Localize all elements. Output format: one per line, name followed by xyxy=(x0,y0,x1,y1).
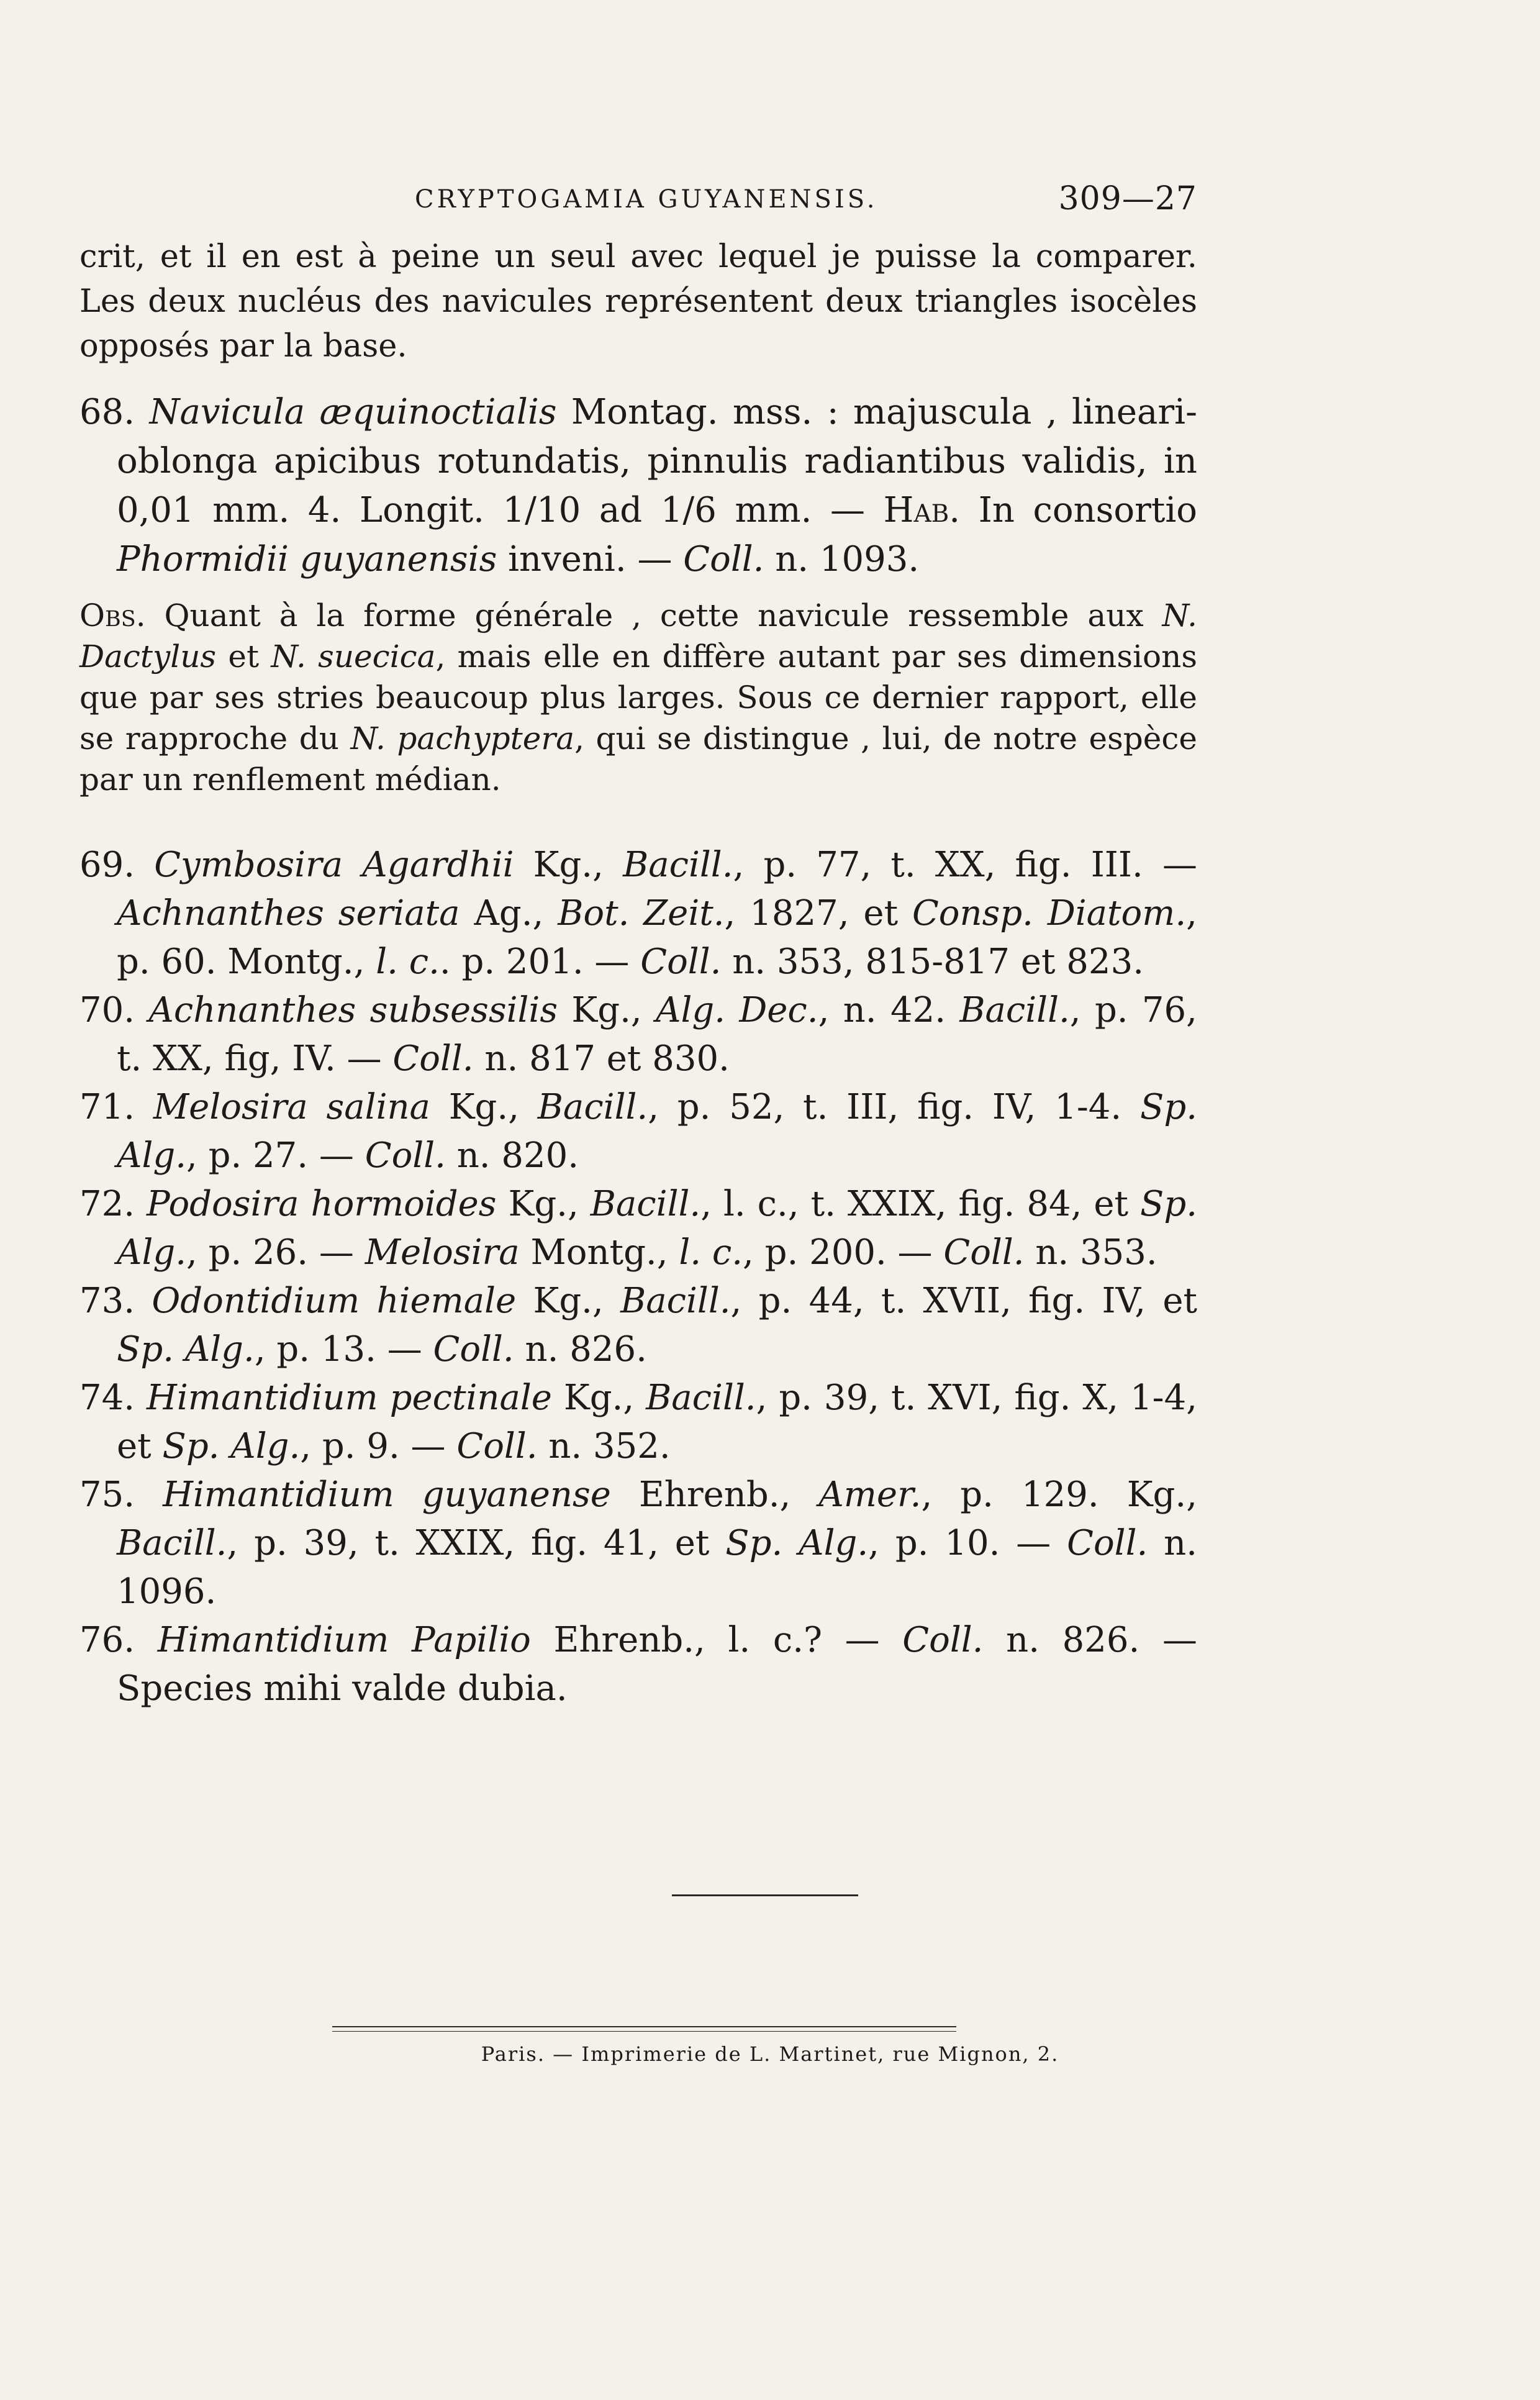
entry-75: 75. Himantidium guyanense Ehrenb., Amer., p. 129. Kg., Bacill., p. 39, t. XXIX, fig. 41, et Sp. Alg., p. 10. — Coll. n. 1096. xyxy=(79,1475,1198,1612)
intro-text: crit, et il en est à peine un seul avec lequel je puisse la comparer. Les deux nucléus des navicules représentent deux triangles isocèles opposés par la base. xyxy=(79,239,1197,365)
entry-69: 69. Cymbosira Agardhii Kg., Bacill., p. 77, t. XX, fig. III. — Achnanthes seriata Ag., Bot. Zeit., 1827, et Consp. Diatom., p. 60. Montg., l. c.. p. 201. — Coll. n. 353, 815-817 et 823. xyxy=(79,845,1197,982)
coll-label: Coll. xyxy=(683,539,764,580)
entry-number: 68. xyxy=(79,392,135,432)
entry-68-text: 68. Navicula æquinoctialis Montag. mss. : majuscula , lineari-oblonga apicibus rotundatis, pinnulis radiantibus validis, in 0,01 mm. 4. Longit. 1/10 ad 1/6 mm. — Hab. In consortio Phormidii guyanensis inveni. — Coll. n. 1093. xyxy=(79,392,1197,580)
species-name: Phormidii guyanensis xyxy=(117,539,497,580)
hab-label: Hab. xyxy=(883,490,961,530)
entry-72: 72. Podosira hormoides Kg., Bacill., l. c., t. XXIX, fig. 84, et Sp. Alg., p. 26. — Melosira Montg., l. c., p. 200. — Coll. n. 353. xyxy=(79,1184,1197,1273)
footer-rule-bottom xyxy=(332,2031,956,2032)
entry-76: 76. Himantidium Papilio Ehrenb., l. c.? — Coll. n. 826. — Species mihi valde dubia. xyxy=(79,1620,1197,1709)
running-head xyxy=(79,180,1197,224)
observation-text: Obs. Quant à la forme générale , cette navicule ressemble aux N. Dactylus et N. suecica, mais elle en diffère autant par ses dimensions que par ses stries beaucoup plus larges. Sous ce dernier rapport, elle se rapproche du N. pachyptera, qui se distingue , lui, de notre espèce par un renflement médian. xyxy=(79,598,1197,798)
obs-label: Obs. xyxy=(79,598,146,634)
observation-paragraph xyxy=(79,595,1197,800)
intro-paragraph xyxy=(79,235,1197,369)
page-number: 309—27 xyxy=(1058,180,1197,217)
entry-74: 74. Himantidium pectinale Kg., Bacill., p. 39, t. XVI, fig. X, 1-4, et Sp. Alg., p. 9. — Coll. n. 352. xyxy=(79,1378,1197,1466)
species-list xyxy=(79,841,1197,1713)
entry-70: 70. Achnanthes subsessilis Kg., Alg. Dec., n. 42. Bacill., p. 76, t. XX, fig, IV. — Coll. n. 817 et 830. xyxy=(79,990,1197,1079)
end-rule xyxy=(672,1894,858,1896)
entry-73: 73. Odontidium hiemale Kg., Bacill., p. 44, t. XVII, fig. IV, et Sp. Alg., p. 13. — Coll. n. 826. xyxy=(79,1281,1197,1370)
printer-imprint: Paris. — Imprimerie de L. Martinet, rue Mignon, 2. xyxy=(481,2042,1059,2066)
footer-rule-top xyxy=(332,2026,956,2027)
running-title: CRYPTOGAMIA GUYANENSIS. xyxy=(415,185,878,214)
species-name: Navicula æquinoctialis xyxy=(149,392,557,432)
entry-71: 71. Melosira salina Kg., Bacill., p. 52, t. III, fig. IV, 1-4. Sp. Alg., p. 27. — Coll. n. 820. xyxy=(79,1087,1197,1176)
entry-68 xyxy=(79,388,1197,584)
